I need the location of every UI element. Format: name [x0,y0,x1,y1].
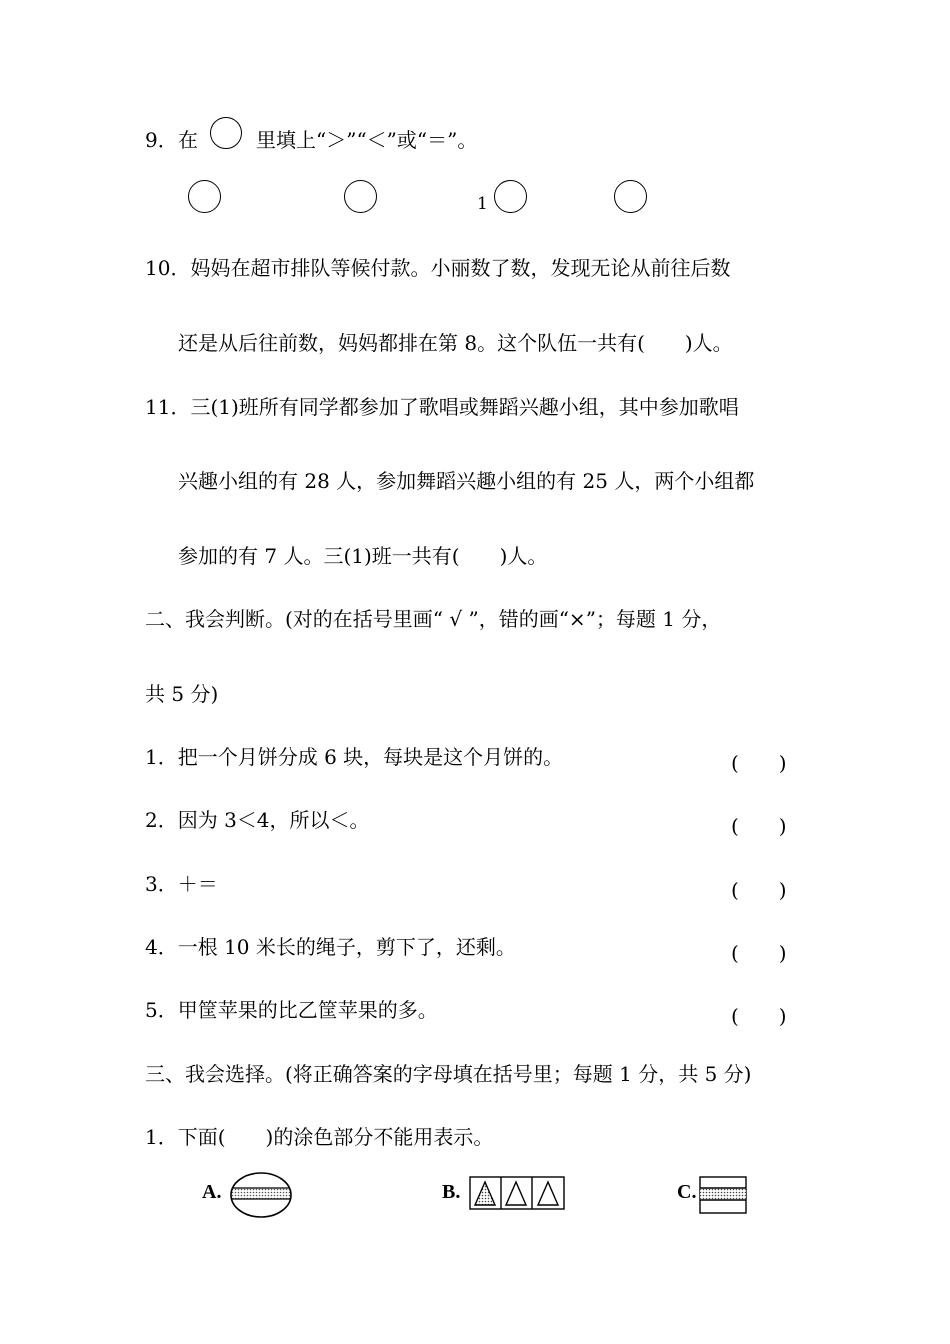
option-a-shaded-oval-figure[interactable] [228,1170,294,1226]
choice-question-1: 1．下面( )的涂色部分不能用表示。 [145,1125,494,1149]
q9-blank-circle-2[interactable] [344,180,377,213]
option-b-label[interactable]: B. [442,1181,461,1203]
judge-answer-blank-5[interactable]: ( ) [731,1004,787,1028]
judge-item-3: 3．＋＝ [145,872,218,896]
section2-title-line-1: 二、我会判断。(对的在括号里画“ √ ”，错的画“×”；每题 1 分， [145,607,722,631]
q11-line-3: 参加的有 7 人。三(1)班一共有( )人。 [178,544,548,568]
q9-blank-circle-3[interactable] [494,180,527,213]
judge-item-1: 1．把一个月饼分成 6 块，每块是这个月饼的。 [145,745,564,769]
option-c-label[interactable]: C. [677,1181,697,1203]
q9-blank-circle-1[interactable] [188,180,221,213]
q10-line-1: 10．妈妈在超市排队等候付款。小丽数了数，发现无论从前往后数 [145,256,731,280]
judge-item-2: 2．因为 3＜4，所以＜。 [145,808,370,832]
option-a-label[interactable]: A. [202,1181,222,1203]
option-b-triangles-figure[interactable] [469,1176,567,1212]
q11-line-2: 兴趣小组的有 28 人，参加舞蹈兴趣小组的有 25 人，两个小组都 [178,469,755,493]
q9-instruction-circle [210,117,242,149]
judge-answer-blank-4[interactable]: ( ) [731,941,787,965]
q9-instruction: 里填上“＞”“＜”或“＝”。 [256,128,478,152]
q9-number: 9． [145,128,178,152]
option-c-shaded-rectangle-figure[interactable] [699,1176,749,1216]
q9-blank-circle-4[interactable] [614,180,647,213]
q9-prefix: 在 [178,128,198,152]
q10-line-2: 还是从后往前数，妈妈都排在第 8。这个队伍一共有( )人。 [178,331,733,355]
q9-number-one: 1 [477,194,488,214]
judge-answer-blank-2[interactable]: ( ) [731,814,787,838]
judge-answer-blank-3[interactable]: ( ) [731,878,787,902]
judge-item-5: 5．甲筐苹果的比乙筐苹果的多。 [145,998,438,1022]
judge-item-4: 4．一根 10 米长的绳子，剪下了，还剩。 [145,935,516,959]
q11-line-1: 11．三(1)班所有同学都参加了歌唱或舞蹈兴趣小组，其中参加歌唱 [145,395,739,419]
judge-answer-blank-1[interactable]: ( ) [731,751,787,775]
section3-title: 三、我会选择。(将正确答案的字母填在括号里；每题 1 分，共 5 分) [145,1062,752,1086]
section2-title-line-2: 共 5 分) [145,682,219,706]
